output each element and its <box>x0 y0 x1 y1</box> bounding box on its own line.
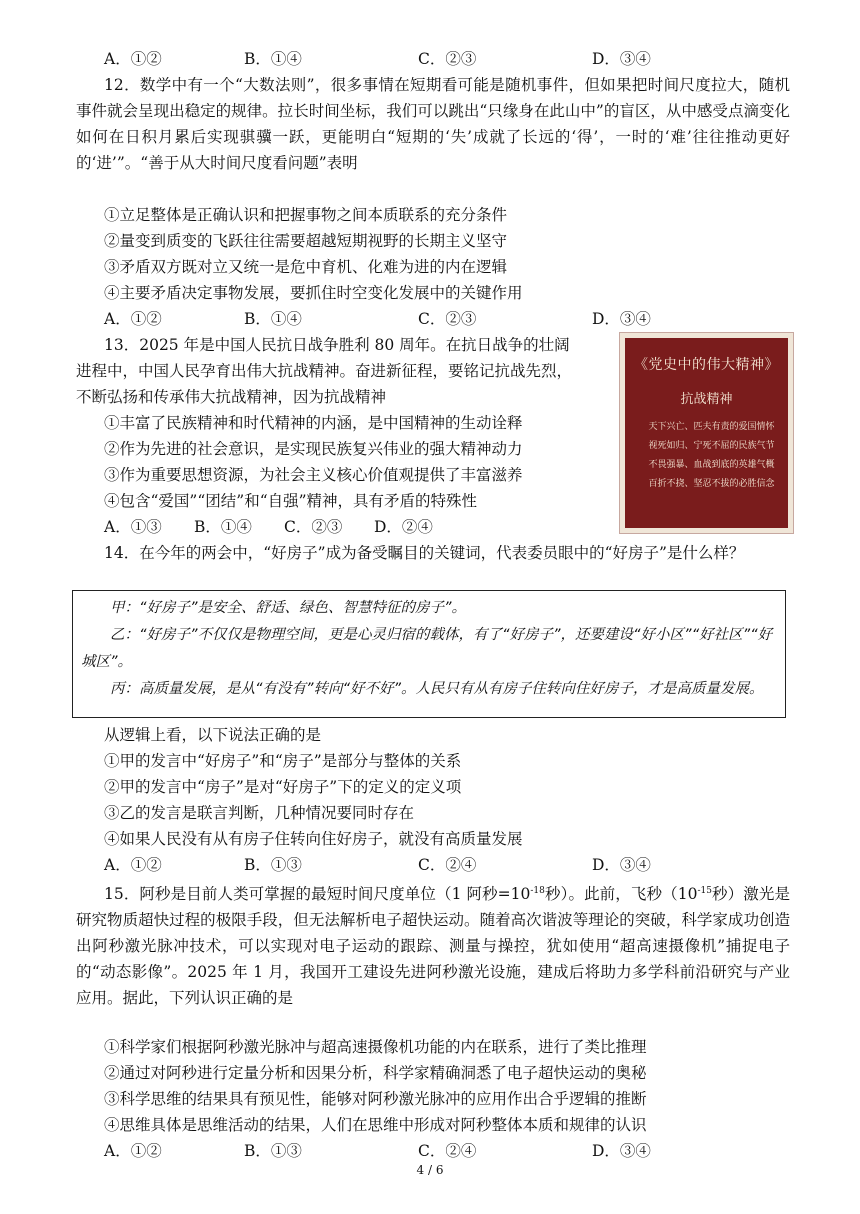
q15-options <box>104 1138 744 1164</box>
option-b: B．①③ <box>244 856 302 874</box>
option-c: C．②④ <box>418 1142 477 1160</box>
q15-exponent-b: -15 <box>697 886 712 896</box>
q12-item-1: ①立足整体是正确认识和把握事物之间本质联系的充分条件 <box>104 206 508 224</box>
option-a: A．①③ <box>104 518 162 536</box>
q15-stem <box>76 878 790 1011</box>
q14-stem: 14．在今年的两会中，“好房子”成为备受瞩目的关键词，代表委员眼中的“好房子”是什么样？ <box>104 544 745 562</box>
spirit-poster-image <box>620 333 793 533</box>
option-c: C．②③ <box>418 310 477 328</box>
q13-item-3: ③作为重要思想资源，为社会主义核心价值观提供了丰富滋养 <box>104 466 523 484</box>
q14-item-1: ①甲的发言中“好房子”和“房子”是部分与整体的关系 <box>104 752 462 770</box>
option-d: D．②④ <box>374 518 433 536</box>
q11-options <box>104 46 744 72</box>
q13-item-2: ②作为先进的社会意识，是实现民族复兴伟业的强大精神动力 <box>104 440 523 458</box>
q12-stem: 12．数学中有一个“大数法则”，很多事情在短期看可能是随机事件，但如果把时间尺度拉大，随机事件就会呈现出稳定的规律。拉长时间坐标，我们可以跳出“只缘身在此山中”的盲区，从中感受点滴变化如何在日积月累后实现骐骥一跃，更能明白“短期的‘失’成就了长远的‘得’，一时的‘难’往往推动更好的‘进’”。“善于从大时间尺度看问题”表明 <box>76 76 790 172</box>
option-d: D．③④ <box>592 856 651 874</box>
option-a: A．①② <box>104 856 162 874</box>
q13-stem-line-2: 进程中，中国人民孕育出伟大抗战精神。奋进新征程，要铭记抗战先烈， <box>76 362 573 380</box>
option-a: A．①② <box>104 50 162 68</box>
q15-stem-part-c: 秒）激光是研究物质超快过程的极限手段，但无法解析电子超快运动。随着高次谐波等理论的突破，科学家成功创造出阿秒激光脉冲技术，可以实现对电子运动的跟踪、测量与操控，犹如使用“超高速摄像机”捕捉电子的“动态影像”。2025 年 1 月，我国开工建设先进阿秒激光设施，建成后将助力多学科前沿研究与产业应用。据此，下列认识正确的是 <box>76 885 790 1008</box>
poster-line-4: 百折不挠、坚忍不拔的必胜信念 <box>648 479 775 489</box>
option-a: A．①② <box>104 1142 162 1160</box>
q13-stem-line-1: 13．2025 年是中国人民抗日战争胜利 80 周年。在抗日战争的壮阔 <box>104 336 570 354</box>
q15-item-2: ②通过对阿秒进行定量分析和因果分析，科学家精确洞悉了电子超快运动的奥秘 <box>104 1064 647 1082</box>
q14-speaker-yi: 乙：“好房子”不仅仅是物理空间，更是心灵归宿的载体，有了“好房子”，还要建设“好小区”“好社区”“好城区”。 <box>81 627 773 670</box>
q15-item-4: ④思维具体是思维活动的结果，人们在思维中形成对阿秒整体本质和规律的认识 <box>104 1116 647 1134</box>
q14-options <box>104 852 744 878</box>
option-c: C．②③ <box>284 518 343 536</box>
option-c: C．②④ <box>418 856 477 874</box>
q15-stem-part-a: 15．阿秒是目前人类可掌握的最短时间尺度单位（1 阿秒=10 <box>104 885 531 904</box>
poster-line-3: 不畏强暴、血战到底的英雄气概 <box>648 460 775 470</box>
option-d: D．③④ <box>592 1142 651 1160</box>
q14-speaker-jia: 甲：“好房子”是安全、舒适、绿色、智慧特征的房子”。 <box>110 600 467 616</box>
poster-line-2: 视死如归、宁死不屈的民族气节 <box>648 441 775 451</box>
option-d: D．③④ <box>592 310 651 328</box>
q13-stem-line-3: 不断弘扬和传承伟大抗战精神，因为抗战精神 <box>76 388 387 406</box>
option-a: A．①② <box>104 310 162 328</box>
q15-exponent-a: -18 <box>530 886 545 896</box>
q12-item-2: ②量变到质变的飞跃往往需要超越短期视野的长期主义坚守 <box>104 232 508 250</box>
option-b: B．①③ <box>244 1142 302 1160</box>
q15-stem-part-b: 秒）。此前，飞秒（10 <box>544 885 698 904</box>
option-c: C．②③ <box>418 50 477 68</box>
poster-title: 《党史中的伟大精神》 <box>634 357 779 373</box>
option-b: B．①④ <box>244 50 302 68</box>
q12-item-4: ④主要矛盾决定事物发展，要抓住时空变化发展中的关键作用 <box>104 284 523 302</box>
option-b: B．①④ <box>194 518 252 536</box>
q13-item-4: ④包含“爱国”“团结”和“自强”精神，具有矛盾的特殊性 <box>104 492 478 510</box>
poster-line-1: 天下兴亡、匹夫有责的爱国情怀 <box>648 422 775 432</box>
q15-item-3: ③科学思维的结果具有预见性，能够对阿秒激光脉冲的应用作出合乎逻辑的推断 <box>104 1090 647 1108</box>
q14-item-4: ④如果人民没有从有房子住转向住好房子，就没有高质量发展 <box>104 830 523 848</box>
option-d: D．③④ <box>592 50 651 68</box>
page-number: 4 / 6 <box>416 1163 444 1177</box>
q14-item-2: ②甲的发言中“房子”是对“好房子”下的定义的定义项 <box>104 778 462 796</box>
q12-options <box>104 306 744 332</box>
q14-lead: 从逻辑上看，以下说法正确的是 <box>104 726 322 744</box>
q12-item-3: ③矛盾双方既对立又统一是危中育机、化难为进的内在逻辑 <box>104 258 508 276</box>
poster-subtitle: 抗战精神 <box>680 392 733 407</box>
q13-item-1: ①丰富了民族精神和时代精神的内涵，是中国精神的生动诠释 <box>104 414 523 432</box>
q14-item-3: ③乙的发言是联言判断，几种情况要同时存在 <box>104 804 415 822</box>
q14-quote-box <box>72 590 786 718</box>
option-b: B．①④ <box>244 310 302 328</box>
q14-speaker-bing: 丙：高质量发展，是从“有没有”转向“好不好”。人民只有从有房子住转向住好房子，才是高质量发展。 <box>110 681 764 697</box>
q15-item-1: ①科学家们根据阿秒激光脉冲与超高速摄像机功能的内在联系，进行了类比推理 <box>104 1038 647 1056</box>
